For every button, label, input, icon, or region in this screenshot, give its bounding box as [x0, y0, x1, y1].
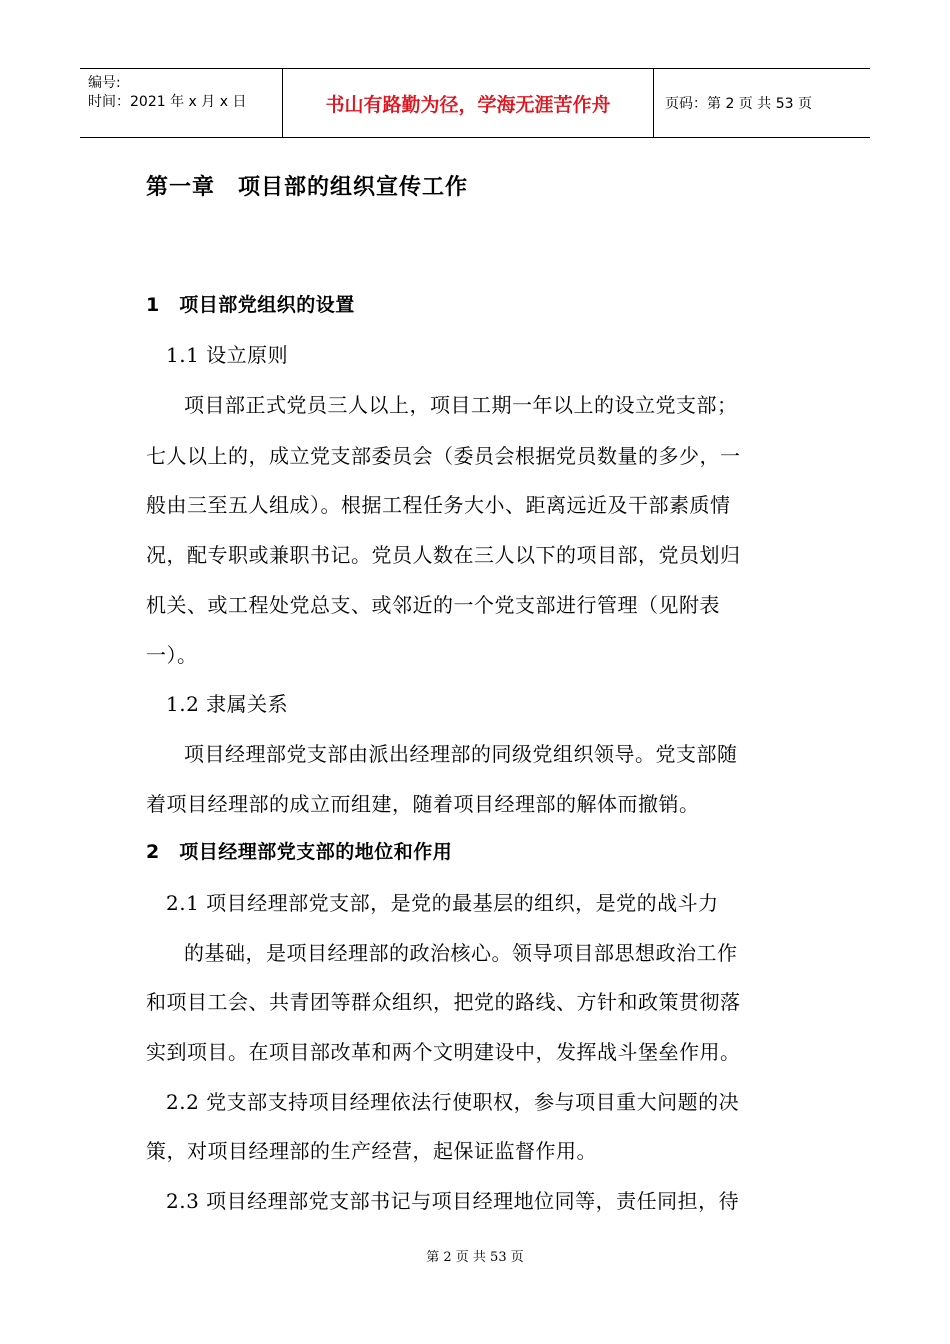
subsection-heading: 1.1 设立原则 [166, 343, 289, 367]
section-heading: 2 项目经理部党支部的地位和作用 [146, 841, 453, 863]
paragraph-line: 2.3 项目经理部党支部书记与项目经理地位同等，责任同担，待 [166, 1189, 740, 1213]
page-footer: 第 2 页 共 53 页 [426, 1250, 524, 1265]
paragraph-line: 策，对项目经理部的生产经营，起保证监督作用。 [146, 1139, 597, 1163]
time-label: 时间：2021 年 x 月 x 日 [88, 94, 247, 110]
header-divider [653, 69, 654, 137]
paragraph-line: 七人以上的，成立党支部委员会（委员会根据党员数量的多少，一 [146, 444, 741, 468]
paragraph-line: 项目经理部党支部由派出经理部的同级党组织领导。党支部随 [184, 742, 738, 766]
header-motto: 书山有路勤为径，学海无涯苦作舟 [325, 93, 611, 116]
paragraph-line: 实到项目。在项目部改革和两个文明建设中，发挥战斗堡垒作用。 [146, 1040, 741, 1064]
section-heading: 1 项目部党组织的设置 [146, 294, 355, 316]
document-header [80, 68, 870, 138]
paragraph-line: 般由三至五人组成）。根据工程任务大小、距离远近及干部素质情 [146, 493, 731, 517]
paragraph-line: 和项目工会、共青团等群众组织，把党的路线、方针和政策贯彻落 [146, 990, 741, 1014]
chapter-title: 第一章 项目部的组织宣传工作 [146, 175, 469, 200]
paragraph-line: 项目部正式党员三人以上，项目工期一年以上的设立党支部； [184, 393, 738, 417]
paragraph-line: 机关、或工程处党总支、或邻近的一个党支部进行管理（见附表 [146, 593, 720, 617]
number-label: 编号: [88, 75, 121, 91]
paragraph-line: 2.2 党支部支持项目经理依法行使职权，参与项目重大问题的决 [166, 1090, 740, 1114]
paragraph-line: 2.1 项目经理部党支部，是党的最基层的组织，是党的战斗力 [166, 891, 719, 915]
paragraph-line: 的基础，是项目经理部的政治核心。领导项目部思想政治工作 [184, 941, 738, 965]
header-meta [80, 69, 282, 137]
paragraph-line: 一）。 [146, 643, 198, 667]
subsection-heading: 1.2 隶属关系 [166, 692, 289, 716]
paragraph-line: 况，配专职或兼职书记。党员人数在三人以下的项目部，党员划归 [146, 543, 741, 567]
paragraph-line: 着项目经理部的成立而组建，随着项目经理部的解体而撤销。 [146, 792, 700, 816]
header-page-info: 页码：第 2 页 共 53 页 [665, 96, 812, 112]
